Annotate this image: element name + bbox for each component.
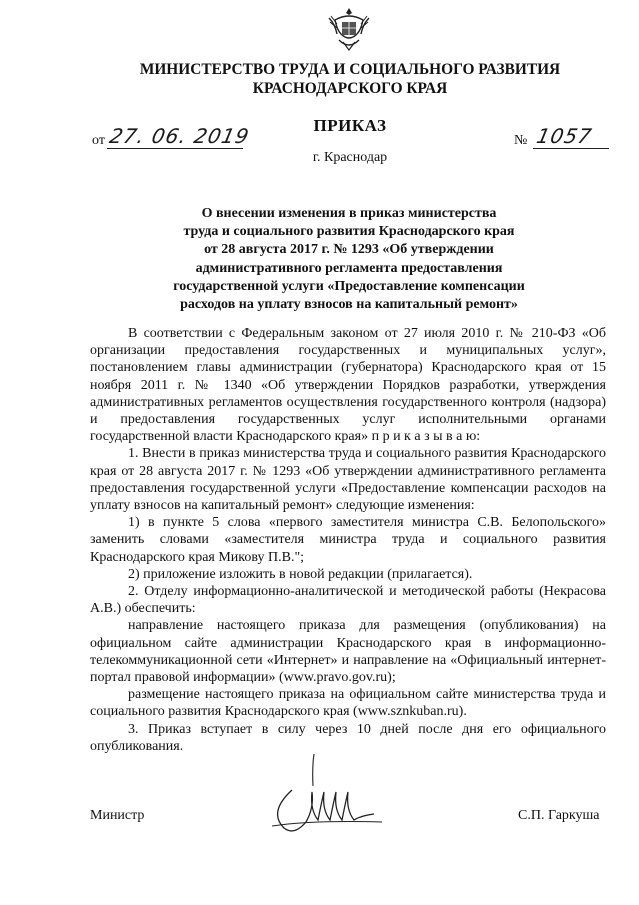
number-underline	[533, 148, 609, 149]
subject-line: О внесении изменения в приказ министерства	[201, 206, 497, 221]
subject-line: расходов на уплату взносов на капитальный ремонт»	[180, 297, 518, 313]
ministry-name	[40, 60, 639, 98]
number-prefix: №	[514, 133, 528, 148]
ministry-line-2: КРАСНОДАРСКОГО КРАЯ	[252, 80, 448, 97]
city: г. Краснодар	[312, 150, 388, 165]
clause-2-item-2: размещение настоящего приказа на официальном сайте министерства труда и социального развития Краснодарского края (www.sznkuban.ru).	[90, 687, 606, 720]
clause-1-2: 2) приложение изложить в новой редакции (прилагается).	[128, 566, 473, 582]
ministry-line-1: МИНИСТЕРСТВО ТРУДА И СОЦИАЛЬНОГО РАЗВИТИЯ	[139, 61, 561, 78]
signatory-position: Министр	[90, 808, 145, 823]
coat-of-arms-icon	[327, 6, 371, 52]
document-body	[90, 325, 606, 755]
date-underline	[107, 148, 243, 149]
clause-2-item-1: направление настоящего приказа для размещения (опубликования) на официальном сайте администрации Краснодарского края в информационно-телекоммуникационной сети «Интернет» и направление на «Официальный интернет-портал правовой информации» (www.pravo.gov.ru);	[90, 618, 606, 686]
subject-line: труда и социального развития Краснодарского края	[183, 224, 515, 240]
signatory-name: С.П. Гаркуша	[518, 808, 600, 823]
handwritten-date: 27. 06. 2019	[107, 124, 252, 148]
clause-3: 3. Приказ вступает в силу через 10 дней после дня его официального опубликования.	[90, 721, 606, 754]
date-prefix: от	[92, 133, 105, 148]
subject-line: от 28 августа 2017 г. № 1293 «Об утверждении	[204, 242, 494, 258]
clause-1-1: 1) в пункте 5 слова «первого заместителя министра С.В. Белопольского» заменить словами «заместителя министра труда и социального развития Краснодарского края Микову П.В.";	[90, 515, 606, 565]
subject-line: государственной услуги «Предоставление компенсации	[173, 278, 525, 294]
clause-1: 1. Внести в приказ министерства труда и социального развития Краснодарского края от 28 августа 2017 г. № 1293 «Об утверждении административного регламента предоставления государственной услуги «Предоставление компенсации расходов на уплату взносов на капитальный ремонт» следующие изменения:	[90, 446, 606, 514]
handwritten-signature	[262, 780, 392, 840]
subject-line: административного регламента предоставления	[195, 260, 503, 276]
clause-2: 2. Отделу информационно-аналитической и методической работы (Некрасова А.В.) обеспечить:	[90, 584, 606, 617]
document-type: ПРИКАЗ	[313, 116, 387, 135]
handwritten-number: 1057	[534, 124, 595, 148]
preamble-paragraph: В соответствии с Федеральным законом от 27 июля 2010 г. № 210-ФЗ «Об организации предоставления государственных и муниципальных услуг», постановлением главы администрации (губернатора) Краснодарского края от 15 ноября 2011 г. № 1340 «Об утверждении Порядков разработки, утверждения административных регламентов осуществления государственного контроля (надзора) и предоставления государственных услуг исполнительными органами государственной власти Краснодарского края» п р и к а з ы в а ю:	[90, 326, 606, 445]
document-subject	[120, 205, 578, 314]
